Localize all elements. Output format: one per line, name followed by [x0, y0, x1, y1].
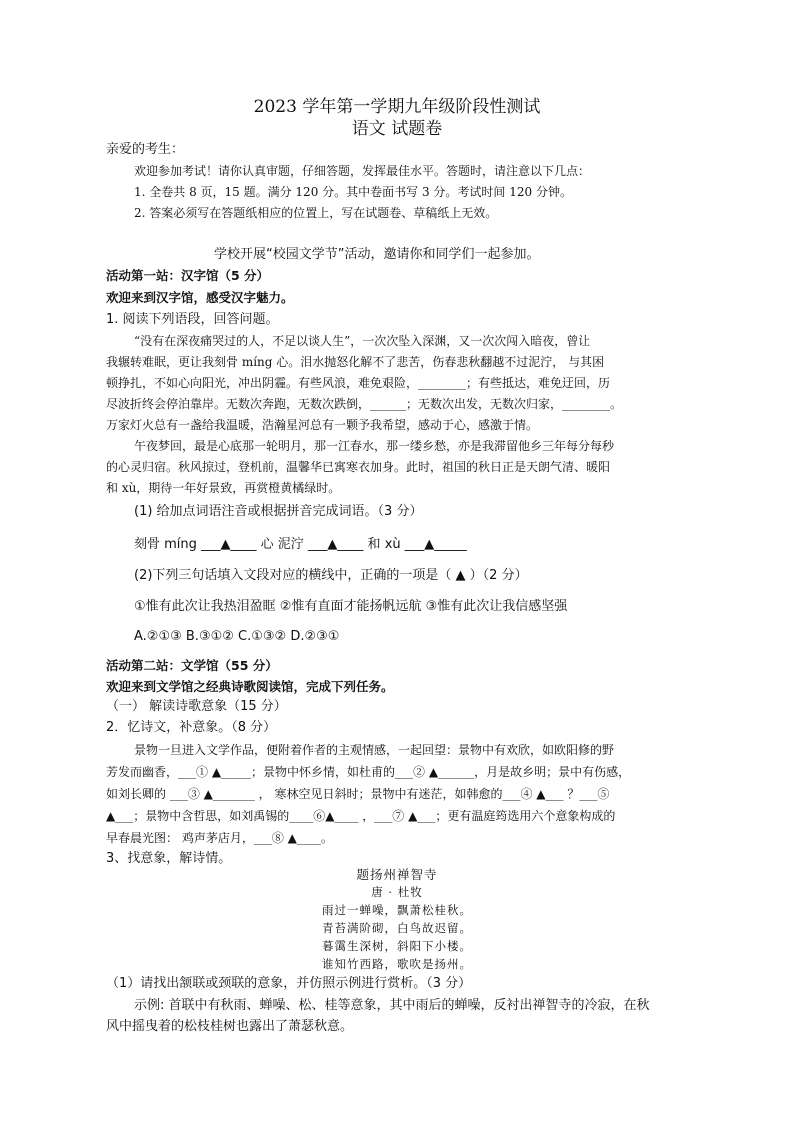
para1-line: 我辗转难眠，更让我刻骨 míng 心。泪水抛怒化解不了悲苦，伤春悲秋翻越不过泥泞， 与其困	[106, 355, 605, 369]
subquestion-1-blanks: 刻骨 míng ___▲____ 心 泥泞 ___▲____ 和 xù ___▲_____	[134, 537, 467, 552]
intro-line-3: 2. 答案必须写在答题纸相应的位置上，写在试题卷、草稿纸上无效。	[134, 206, 498, 220]
intro-line-1: 欢迎参加考试！请你认真审题，仔细答题，发挥最佳水平。答题时，请注意以下几点：	[134, 164, 591, 178]
para2-line: 午夜梦回，最是心底那一轮明月，那一江春水，那一缕乡愁，亦是我滞留他乡三年每分每秒	[134, 439, 615, 453]
example-line: 风中摇曳着的松枝桂树也露出了萧瑟秋意。	[106, 1019, 354, 1034]
poem-line: 暮霭生深树，斜阳下小楼。	[322, 939, 472, 953]
part-1-heading: （一） 解读诗歌意象（15 分）	[106, 699, 287, 714]
poem-author: 唐 · 杜牧	[371, 885, 423, 899]
q2-line: 如刘长卿的 ___③ ▲_______ ， 寒林空见日斜时；景物中有迷茫，如韩愈的___④ ▲___ ？___⑤	[106, 787, 610, 801]
para1-line: “没有在深夜痛哭过的人，不足以谈人生”，一次次坠入深渊，又一次次闯入暗夜，曾让	[134, 334, 591, 348]
subquestion-2: (2)下列三句话填入文段对应的横线中，正确的一项是（ ▲ ）（2 分）	[134, 568, 528, 583]
poem-line: 谁知竹西路，歌吹是扬州。	[322, 957, 472, 971]
station2-welcome: 欢迎来到文学馆之经典诗歌阅读馆，完成下列任务。	[106, 679, 394, 694]
activity-intro: 学校开展“校园文学节”活动，邀请你和同学们一起参加。	[214, 247, 540, 262]
subquestion-2-options: ①惟有此次让我热泪盈眶 ②惟有直面才能扬帆远航 ③惟有此次让我信感坚强	[134, 599, 568, 614]
exam-title: 2023 学年第一学期九年级阶段性测试	[253, 97, 541, 117]
question-2: 2．忆诗文，补意象。（8 分）	[106, 720, 277, 735]
station1-welcome: 欢迎来到汉字馆，感受汉字魅力。	[106, 290, 294, 305]
question-1: 1. 阅读下列语段，回答问题。	[106, 312, 279, 327]
question-3: 3、找意象，解诗情。	[106, 851, 232, 866]
station2-heading: 活动第二站：文学馆（55 分）	[106, 658, 278, 673]
q2-line: 景物一旦进入文学作品，便附着作者的主观情感，一起回望：景物中有欢欣，如欧阳修的野	[134, 743, 615, 757]
exam-subtitle: 语文 试题卷	[351, 119, 443, 139]
para1-line: 顿挣扎，不如心向阳光，冲出阴霾。有些风浪，难免艰险，________；有些抵达，难免迂回，历	[106, 376, 611, 390]
para1-line: 万家灯火总有一盏给我温暖，浩瀚星河总有一颗予我希望，感动于心，感激于情。	[106, 418, 539, 432]
station1-heading: 活动第一站：汉字馆（5 分）	[106, 268, 270, 283]
q2-line: 芳发而幽香，___① ▲_____；景物中怀乡情，如杜甫的___② ▲______，月是故乡明；景中有伤感，	[106, 765, 631, 779]
para2-line: 的心灵归宿。秋风掠过，登机前，温馨华已寓寒衣加身。此时，祖国的秋日正是天朗气清、暖阳	[106, 460, 611, 474]
greeting: 亲爱的考生：	[106, 142, 185, 157]
q2-line: 早春晨光图： 鸡声茅店月，___⑧ ▲____。	[106, 831, 333, 845]
q3-subquestion-1: （1）请找出颔联或颈联的意象，并仿照示例进行赏析。（3 分）	[106, 976, 472, 991]
poem-line: 青苔满阶砌，白鸟故迟留。	[322, 921, 472, 935]
intro-line-2: 1. 全卷共 8 页，15 题。满分 120 分。其中卷面书写 3 分。考试时间 120 分钟。	[134, 185, 572, 199]
subquestion-2-choices: A.②①③ B.③①② C.①③② D.②③①	[134, 629, 340, 644]
q2-line: ▲___；景物中含哲思，如刘禹锡的____⑥▲____ ，___⑦ ▲___；更有温庭筠选用六个意象构成的	[106, 809, 616, 823]
poem-title: 题扬州禅智寺	[356, 867, 438, 882]
subquestion-1: (1) 给加点词语注音或根据拼音完成词语。（3 分）	[134, 504, 423, 519]
poem-line: 雨过一蝉噪，飘萧松桂秋。	[322, 903, 472, 917]
example-line: 示例: 首联中有秋雨、蝉噪、松、桂等意象，其中雨后的蝉噪，反衬出禅智寺的冷寂，在秋	[134, 998, 650, 1013]
para2-line: 和 xù，期待一年好景致，再赏橙黄橘绿时。	[106, 481, 341, 495]
para1-line: 尽波折终会停泊靠岸。无数次奔跑，无数次跌倒，______；无数次出发，无数次归家，________。	[106, 397, 623, 411]
